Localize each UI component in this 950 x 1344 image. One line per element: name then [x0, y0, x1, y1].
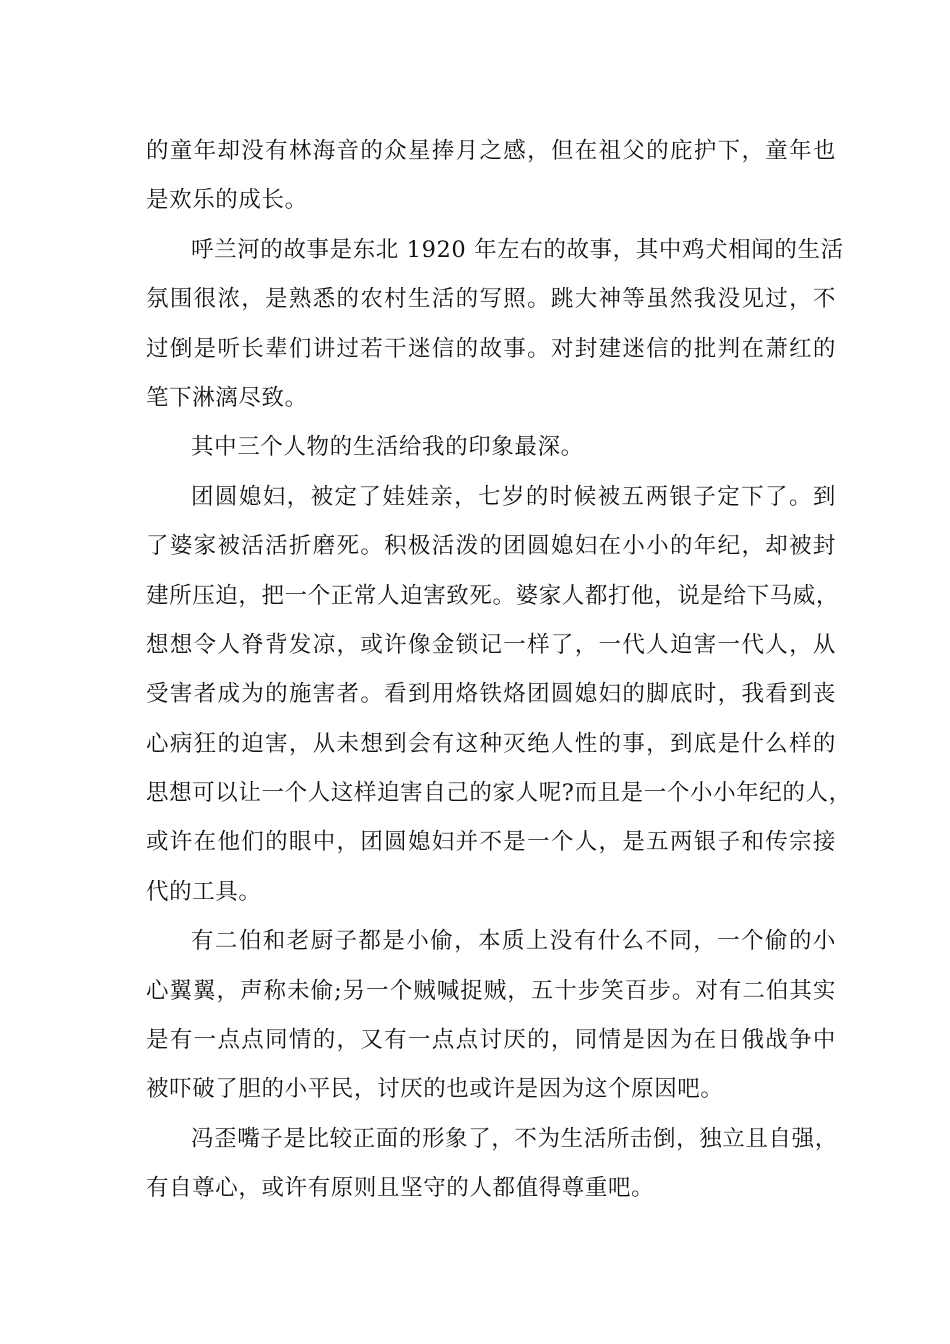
text-line: 想想令人脊背发凉，或许像金锁记一样了，一代人迫害一代人，从	[146, 631, 836, 658]
text-line: 笔下淋漓尽致。	[146, 384, 308, 411]
text-line: 过倒是听长辈们讲过若干迷信的故事。对封建迷信的批判在萧红的	[146, 335, 836, 362]
text-line: 呼兰河的故事是东北 1920 年左右的故事，其中鸡犬相闻的生活	[191, 236, 844, 263]
text-line: 是欢乐的成长。	[146, 187, 308, 214]
text-line: 被吓破了胆的小平民，讨厌的也或许是因为这个原因吧。	[146, 1076, 724, 1103]
text-line: 其中三个人物的生活给我的印象最深。	[191, 434, 584, 461]
text-line: 心翼翼，声称未偷;另一个贼喊捉贼，五十步笑百步。对有二伯其实	[146, 977, 836, 1004]
text-line: 有自尊心，或许有原则且坚守的人都值得尊重吧。	[146, 1175, 655, 1202]
text-line: 冯歪嘴子是比较正面的形象了，不为生活所击倒，独立且自强，	[191, 1125, 838, 1152]
document-body	[146, 127, 852, 1214]
text-line: 是有一点点同情的，又有一点点讨厌的，同情是因为在日俄战争中	[146, 1027, 836, 1054]
text-line: 了婆家被活活折磨死。积极活泼的团圆媳妇在小小的年纪，却被封	[146, 533, 836, 560]
text-line: 受害者成为的施害者。看到用烙铁烙团圆媳妇的脚底时，我看到丧	[146, 681, 836, 708]
text-line: 团圆媳妇，被定了娃娃亲，七岁的时候被五两银子定下了。到	[191, 483, 836, 510]
text-line: 有二伯和老厨子都是小偷，本质上没有什么不同，一个偷的小	[191, 928, 836, 955]
text-line: 或许在他们的眼中，团圆媳妇并不是一个人，是五两银子和传宗接	[146, 829, 836, 856]
text-line: 的童年却没有林海音的众星捧月之感，但在祖父的庇护下，童年也	[146, 138, 836, 164]
text-line: 氛围很浓，是熟悉的农村生活的写照。跳大神等虽然我没见过，不	[146, 286, 836, 313]
text-line: 思想可以让一个人这样迫害自己的家人呢?而且是一个小小年纪的人，	[146, 780, 852, 807]
text-line: 心病狂的迫害，从未想到会有这种灭绝人性的事，到底是什么样的	[146, 730, 836, 757]
text-line: 代的工具。	[146, 878, 262, 905]
text-line: 建所压迫，把一个正常人迫害致死。婆家人都打他，说是给下马威，	[146, 582, 840, 609]
